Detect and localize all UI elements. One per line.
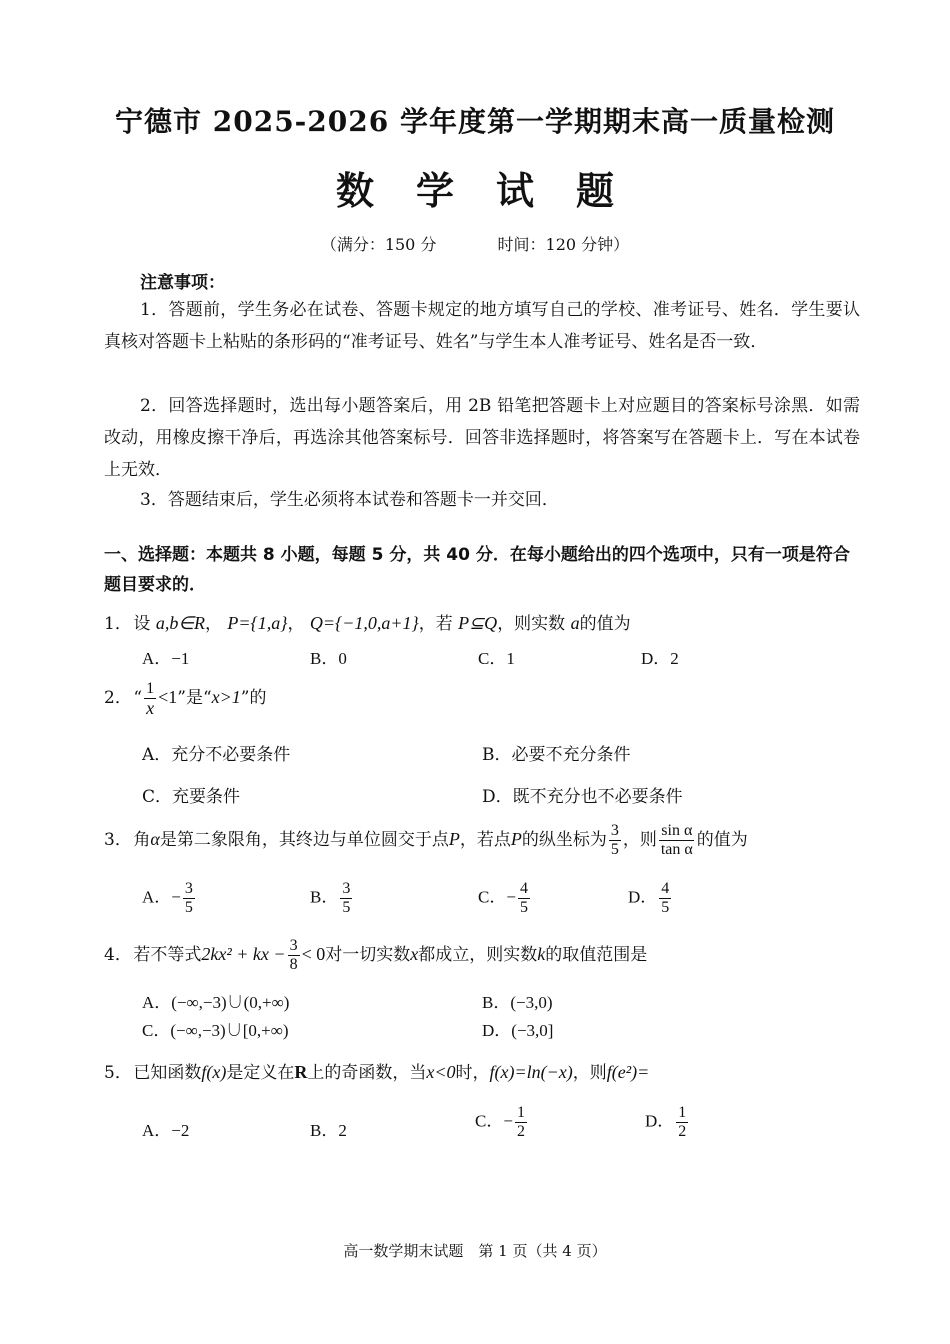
fraction-denominator: 5	[661, 899, 670, 916]
question-2	[104, 680, 267, 717]
fraction-numerator: 3	[342, 880, 351, 897]
q-math: P	[510, 829, 522, 849]
question-3	[104, 822, 748, 859]
q-text: 若不等式	[133, 945, 202, 965]
q-text: ，则实数	[497, 614, 566, 634]
note-item-1: 1．答题前，学生务必在试卷、答题卡规定的地方填写自己的学校、准考证号、姓名．学生要认真核对答题卡上粘贴的条形码的“准考证号、姓名”与学生本人准考证号、姓名是否一致．	[104, 300, 860, 352]
fraction-denominator: 5	[342, 899, 351, 916]
q3-option-d	[628, 880, 673, 917]
q-text: 已知函数	[133, 1063, 202, 1083]
q3-option-b	[310, 880, 354, 917]
q4-option-c: C．(−∞,−3)∪[0,+∞)	[142, 1021, 289, 1040]
exam-time: 时间：120 分钟）	[497, 235, 630, 254]
option-sign: −	[171, 887, 181, 907]
q-math: a	[570, 613, 580, 633]
q-text: 角	[133, 830, 151, 850]
fraction-denominator: tan α	[660, 841, 693, 858]
q-text: 是定义在	[226, 1063, 295, 1083]
option-label: A．	[142, 887, 172, 907]
q3-fraction	[609, 822, 621, 859]
q-math: P⊆Q	[458, 613, 498, 633]
q-text: 的值为	[579, 614, 631, 634]
note-item-2: 2．回答选择题时，选出每小题答案后，用 2B 铅笔把答题卡上对应题目的答案标号涂黑．如需改动，用橡皮擦干净后，再选涂其他答案标号．回答非选择题时，将答案写在答题卡上．写在本试卷上无效．	[104, 396, 860, 480]
q1-option-a: A．−1	[142, 649, 190, 668]
fraction-denominator: 5	[184, 899, 193, 916]
q-math: <1	[158, 687, 178, 707]
page-footer: 高一数学期末试题 第 1 页（共 4 页）	[343, 1242, 607, 1260]
q-text: 是第二象限角，其终边与单位圆交于点	[159, 830, 449, 850]
fraction-numerator: 3	[610, 822, 619, 839]
option-label: C．	[478, 887, 507, 907]
fraction-denominator: 2	[516, 1123, 525, 1140]
q2-option-d: D．既不充分也不必要条件	[482, 787, 683, 807]
q5-option-b: B．2	[310, 1121, 347, 1140]
q-text: ”是“	[177, 688, 212, 708]
question-number: 4．	[104, 945, 132, 965]
option-fraction	[340, 880, 352, 917]
q-math: P={1,a}	[227, 613, 288, 633]
question-4	[104, 937, 647, 974]
q-math: f(e²)=	[606, 1062, 650, 1082]
q4-option-d: D．(−3,0]	[482, 1021, 554, 1040]
q-text: ，	[287, 614, 305, 634]
q-text: ，若	[418, 614, 453, 634]
q5-option-a: A．−2	[142, 1121, 190, 1140]
section-heading: 一、选择题：本题共 8 小题，每题 5 分，共 40 分．在每小题给出的四个选项中，只有一项是符合题目要求的．	[104, 545, 850, 595]
q-text: 的值为	[696, 830, 748, 850]
fraction-numerator: 4	[519, 880, 528, 897]
q-math: x>1	[211, 687, 241, 707]
q3-option-a	[142, 880, 197, 917]
question-number: 3．	[104, 830, 132, 850]
q-math: a,b∈R	[155, 613, 205, 633]
q2-option-a: A．充分不必要条件	[142, 745, 291, 765]
q5-option-c	[475, 1104, 529, 1141]
q4-option-a: A．(−∞,−3)∪(0,+∞)	[142, 993, 290, 1012]
q3-option-c	[478, 880, 532, 917]
q4-fraction	[288, 937, 300, 974]
q-text: ，则	[622, 830, 657, 850]
option-label: D．	[628, 887, 658, 907]
q1-option-b: B．0	[310, 649, 347, 668]
q-text: ，若点	[459, 830, 511, 850]
q-math: P	[448, 829, 460, 849]
q-text: 上的奇函数，当	[307, 1063, 427, 1083]
q-text: 时，	[455, 1063, 490, 1083]
q-math: x	[410, 944, 419, 964]
fraction-denominator: 2	[678, 1123, 687, 1140]
q-text: ，	[205, 614, 222, 634]
q-math: f(x)=ln(−x)	[489, 1062, 573, 1082]
note-item-3: 3．答题结束后，学生必须将本试卷和答题卡一并交回．	[140, 490, 559, 510]
option-sign: −	[506, 887, 516, 907]
q2-fraction	[144, 680, 156, 717]
q-math: < 0	[301, 944, 326, 964]
fraction-numerator: 4	[661, 880, 670, 897]
fraction-numerator: 3	[184, 880, 193, 897]
subject-title: 数学试题	[335, 168, 656, 213]
q-math: α	[150, 829, 160, 849]
question-number: 5．	[104, 1063, 132, 1083]
option-sign: −	[503, 1111, 513, 1131]
fraction-denominator: 5	[610, 841, 619, 858]
q-text: ”的	[240, 688, 267, 708]
option-label: C．	[475, 1111, 504, 1131]
q-math: x<0	[426, 1062, 456, 1082]
q-math: Q={−1,0,a+1}	[309, 613, 419, 633]
q4-option-b: B．(−3,0)	[482, 993, 553, 1012]
question-number: 2．	[104, 688, 132, 708]
q-math: k	[537, 944, 546, 964]
fraction-numerator: 1	[146, 680, 155, 697]
fraction-denominator: x	[146, 698, 155, 718]
option-label: D．	[645, 1111, 675, 1131]
fraction-numerator: 3	[289, 937, 298, 954]
question-number: 1．	[104, 614, 132, 634]
q5-option-d	[645, 1104, 690, 1141]
q1-option-c: C．1	[478, 649, 515, 668]
fraction-numerator: 1	[678, 1104, 687, 1121]
fraction-numerator: sin α	[661, 822, 693, 839]
option-label: B．	[310, 887, 339, 907]
q1-option-d: D．2	[641, 649, 679, 668]
option-fraction	[518, 880, 530, 917]
exam-meta	[0, 232, 950, 255]
q-text: 都成立，则实数	[418, 945, 538, 965]
option-fraction	[183, 880, 195, 917]
q-text: “	[133, 688, 143, 708]
option-fraction	[515, 1104, 527, 1141]
fraction-denominator: 8	[289, 956, 298, 973]
notes-title: 注意事项：	[140, 273, 225, 293]
exam-title: 宁德市 2025-2026 学年度第一学期期末高一质量检测	[115, 105, 835, 138]
q-text: 的取值范围是	[545, 945, 648, 965]
question-5	[104, 1058, 649, 1083]
q-text: ，则	[572, 1063, 607, 1083]
q3-trig-fraction	[659, 822, 695, 859]
q-text: 对一切实数	[325, 945, 411, 965]
option-fraction	[659, 880, 671, 917]
option-fraction	[676, 1104, 688, 1141]
question-1	[104, 609, 631, 634]
q-text: 的纵坐标为	[521, 830, 607, 850]
full-score: （满分：150 分	[320, 235, 437, 254]
q-math: R	[294, 1062, 308, 1082]
fraction-denominator: 5	[519, 899, 528, 916]
q-math: f(x)	[201, 1062, 227, 1082]
q2-option-c: C．充要条件	[142, 787, 241, 807]
q-text: 设	[133, 614, 151, 634]
q2-option-b: B．必要不充分条件	[482, 745, 631, 765]
q-math: 2kx² + kx −	[201, 944, 286, 964]
fraction-numerator: 1	[516, 1104, 525, 1121]
